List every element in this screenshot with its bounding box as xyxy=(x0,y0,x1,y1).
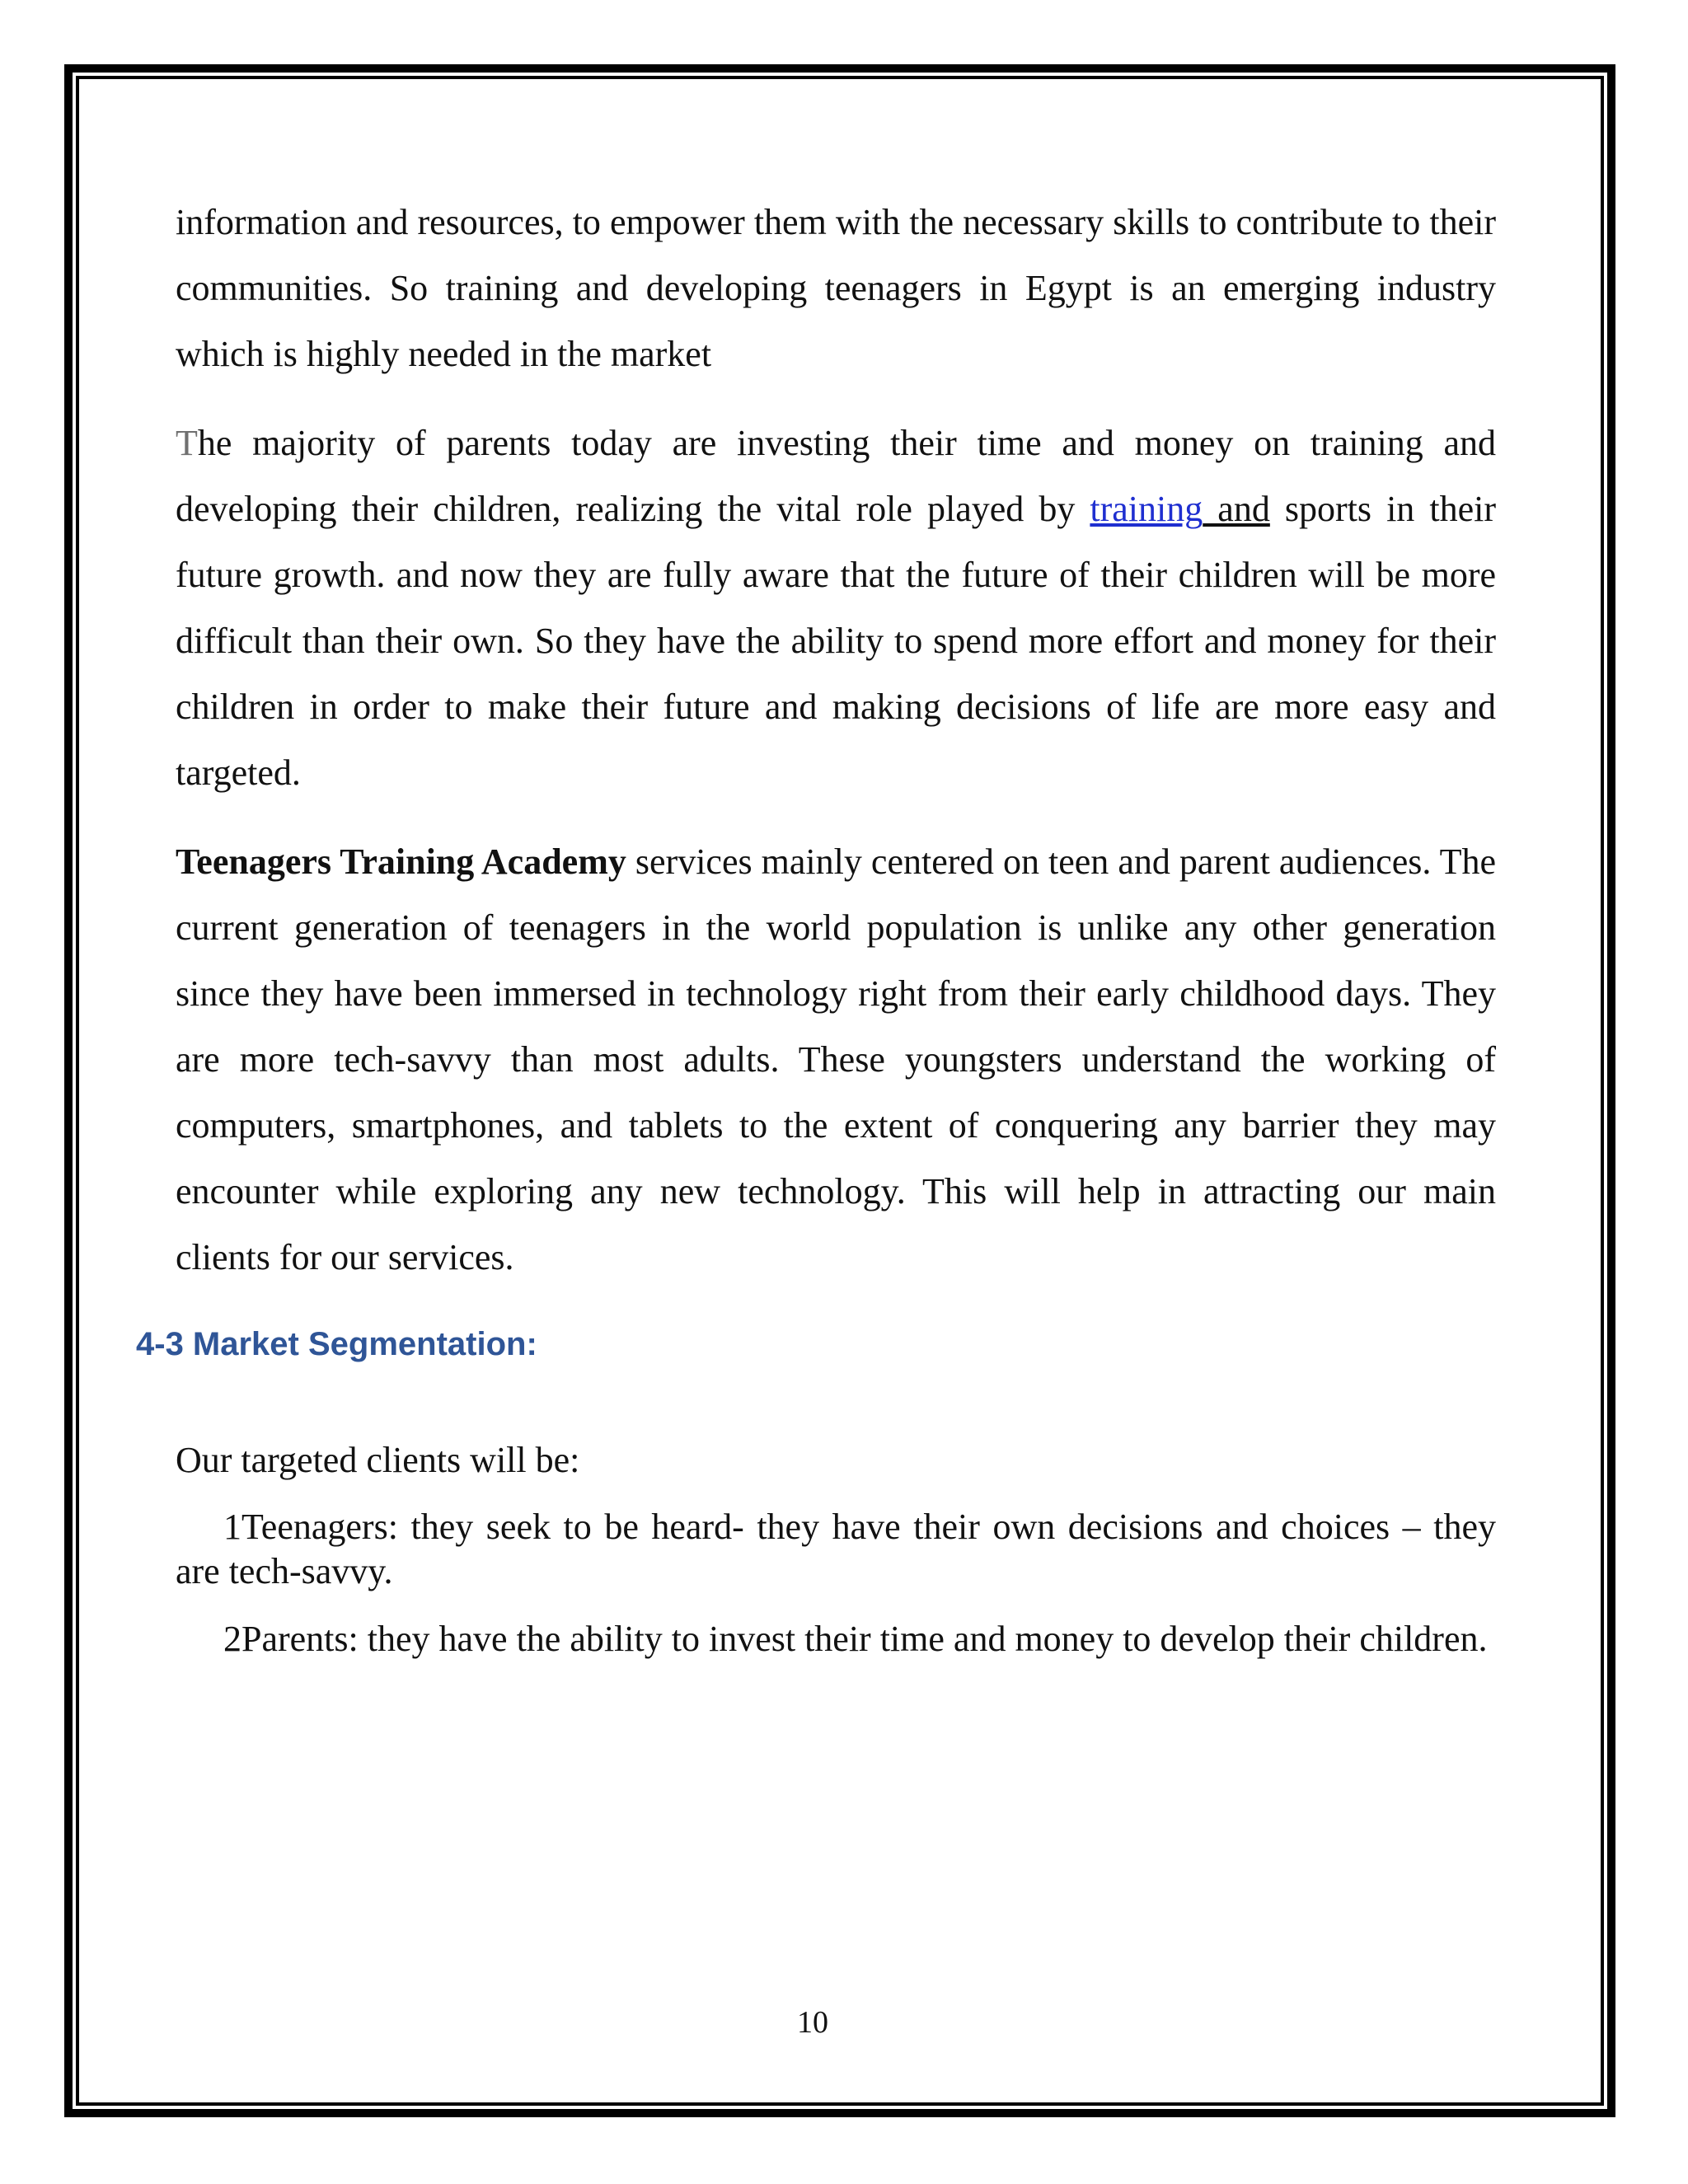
training-link[interactable]: training xyxy=(1090,489,1203,529)
underlined-and: and xyxy=(1203,489,1270,529)
paragraph-parents xyxy=(176,410,1496,806)
paragraph-parents-text-a: he majority of parents today are investing their time and money on training and developing their children, realizing the vital role played by xyxy=(176,423,1496,529)
body-text xyxy=(176,190,1496,1291)
paragraph-first-letter: T xyxy=(176,423,198,463)
list-item: 1Teenagers: they seek to be heard- they have their own decisions and choices – they are tech-savvy. xyxy=(176,1507,1496,1591)
targets-intro: Our targeted clients will be: xyxy=(176,1440,580,1480)
paragraph-academy-text: services mainly centered on teen and parent audiences. The current generation of teenagers in the world population is unlike any other generation since they have been immersed in technology right from their early childhood days. They are more tech-savvy than most adults. These youngsters understand the working of computers, smartphones, and tablets to the extent of conquering any barrier they may encounter while exploring any new technology. This will help in attracting our main clients for our services. xyxy=(176,841,1497,1277)
paragraph-academy xyxy=(176,829,1496,1291)
section-heading: 4-3 Market Segmentation: xyxy=(136,1326,537,1362)
list-item: 2Parents: they have the ability to invest their time and money to develop their children. xyxy=(223,1619,1488,1659)
paragraph-intro: information and resources, to empower them with the necessary skills to contribute to their communities. So training and developing teenagers in Egypt is an emerging industry which is highly needed in the market xyxy=(176,202,1496,374)
academy-name: Teenagers Training Academy xyxy=(176,841,626,882)
page-number: 10 xyxy=(797,2005,828,2040)
paragraph-parents-text-b: sports in their future growth. and now they are fully aware that the future of their children will be more difficult than their own. So they have the ability to spend more effort and money for their children in order to make their future and making decisions of life are more easy and targeted. xyxy=(176,489,1496,793)
